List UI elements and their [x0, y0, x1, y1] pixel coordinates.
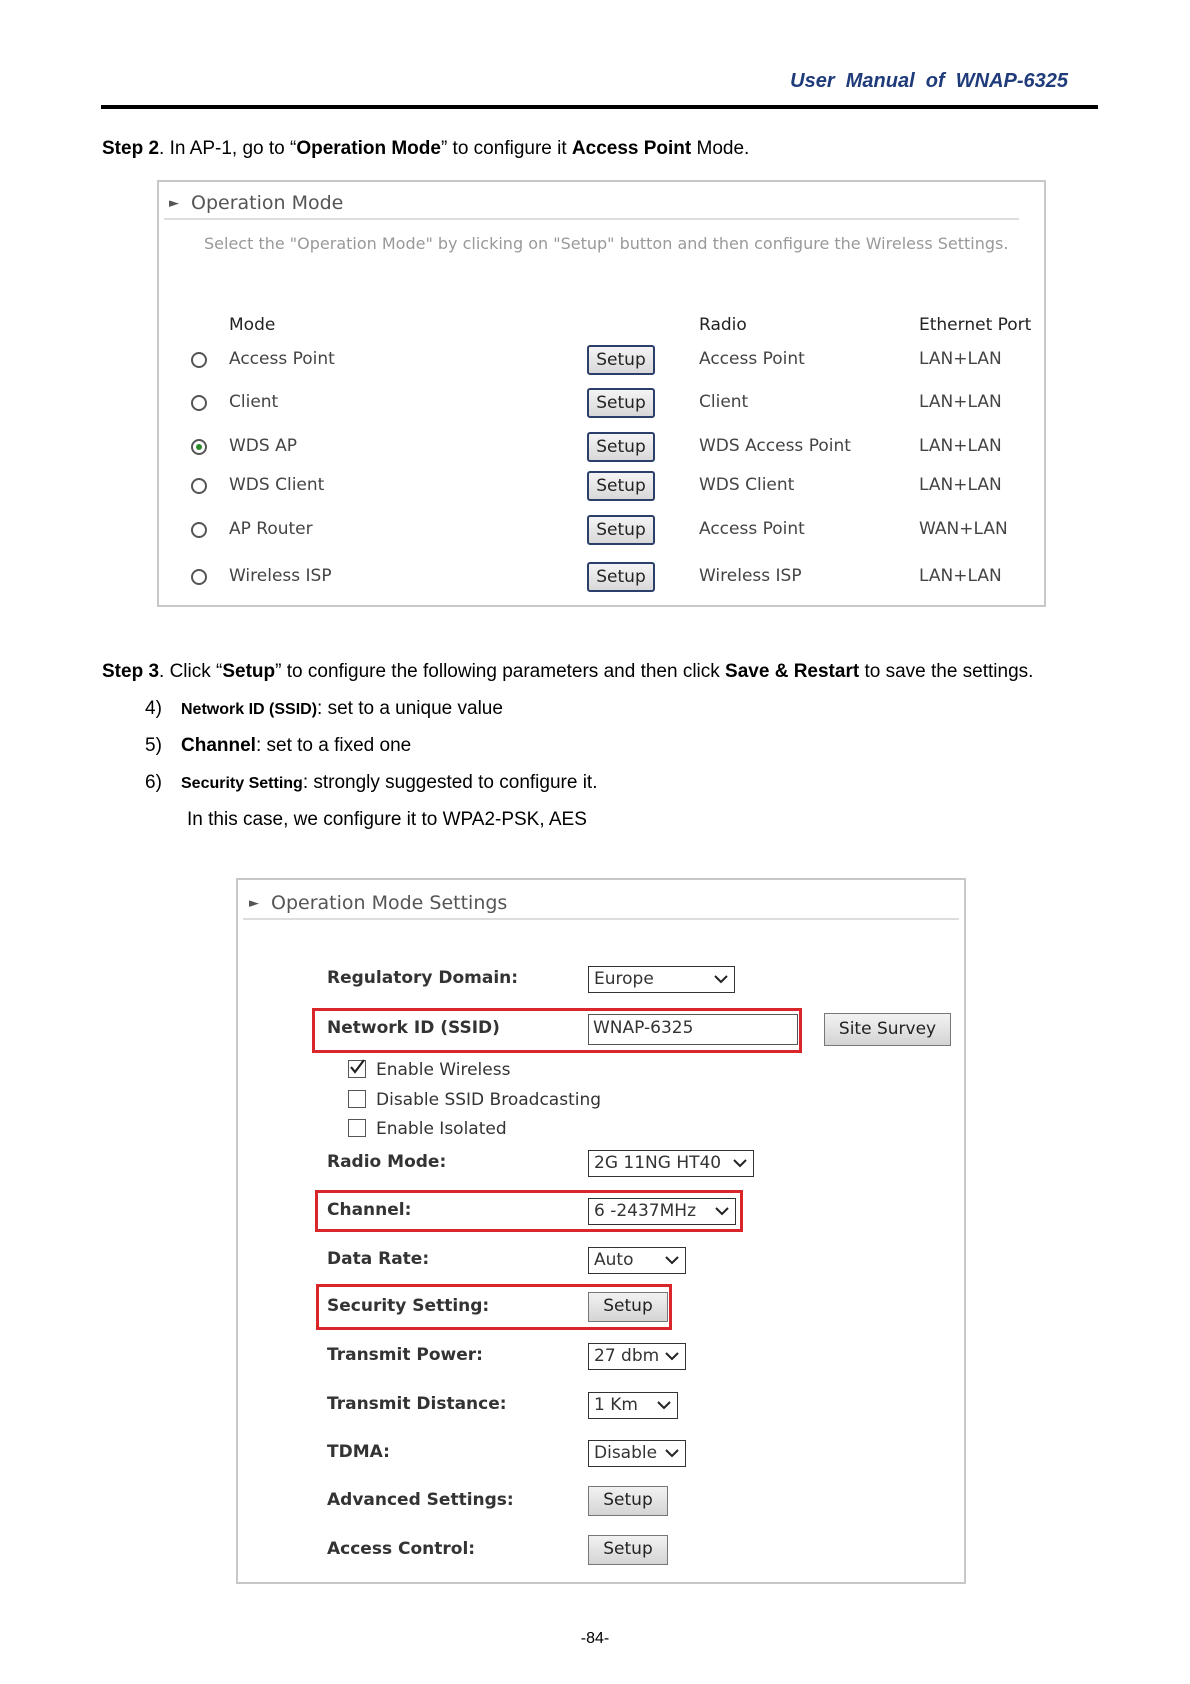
tdma-label: TDMA:	[327, 1442, 390, 1462]
enable-wireless-label: Enable Wireless	[376, 1060, 511, 1080]
settings-title	[249, 892, 507, 914]
chevron-down-icon	[656, 1397, 672, 1413]
chevron-down-icon	[664, 1348, 680, 1364]
transmit-power-value: 27 dbm	[594, 1346, 660, 1366]
network-id-input[interactable]: WNAP-6325	[588, 1014, 798, 1045]
column-header-mode: Mode	[229, 315, 276, 335]
list-item-bold: Channel	[181, 735, 256, 756]
list-item	[145, 772, 597, 794]
ethernet-value: LAN+LAN	[919, 392, 1002, 412]
enable-wireless-checkbox[interactable]	[348, 1060, 366, 1078]
channel-value: 6 -2437MHz	[594, 1201, 696, 1221]
data-rate-value: Auto	[594, 1250, 634, 1270]
step3-bold-1: Setup	[222, 661, 276, 682]
step2-bold-2: Access Point	[571, 138, 692, 159]
advanced-settings-label: Advanced Settings:	[327, 1490, 514, 1510]
ethernet-value: LAN+LAN	[919, 566, 1002, 586]
setup-button-wds-client[interactable]: Setup	[587, 471, 655, 501]
list-item-number: 6)	[145, 772, 162, 793]
list-item-bold: Network ID (SSID)	[181, 701, 318, 718]
operation-mode-panel	[157, 180, 1046, 607]
column-header-radio: Radio	[699, 315, 747, 335]
step3-text-1: . Click “	[159, 661, 223, 682]
step2-label: Step 2	[102, 138, 160, 159]
step2-text-3: Mode.	[691, 138, 750, 159]
settings-title-text: Operation Mode Settings	[271, 892, 508, 914]
radio-value: WDS Client	[699, 475, 795, 495]
regulatory-domain-select[interactable]	[588, 966, 735, 993]
step2-bold-1: Operation Mode	[296, 138, 441, 159]
mode-label: WDS AP	[229, 436, 297, 456]
mode-radio-wds-client[interactable]	[191, 478, 207, 494]
radio-mode-value: 2G 11NG HT40	[594, 1153, 722, 1173]
operation-mode-title-text: Operation Mode	[191, 192, 344, 214]
chevron-down-icon	[664, 1445, 680, 1461]
triangle-right-icon: ►	[169, 196, 179, 211]
transmit-power-select[interactable]	[588, 1343, 686, 1370]
step2-paragraph	[102, 138, 749, 160]
operation-mode-settings-panel	[236, 878, 966, 1584]
site-survey-button[interactable]: Site Survey	[824, 1013, 951, 1046]
transmit-power-label: Transmit Power:	[327, 1345, 483, 1365]
chevron-down-icon	[732, 1155, 748, 1171]
mode-radio-wds-ap[interactable]	[191, 439, 207, 455]
checkmark-icon	[348, 1058, 366, 1076]
ethernet-value: LAN+LAN	[919, 436, 1002, 456]
radio-value: Access Point	[699, 519, 805, 539]
title-divider	[164, 218, 1019, 220]
header-rule	[101, 105, 1098, 109]
step3-text-2: ” to configure the following parameters and then click	[275, 661, 726, 682]
access-control-label: Access Control:	[327, 1539, 476, 1559]
list-item-number: 5)	[145, 735, 162, 756]
transmit-distance-select[interactable]	[588, 1392, 678, 1419]
mode-radio-wireless-isp[interactable]	[191, 569, 207, 585]
regulatory-domain-label: Regulatory Domain:	[327, 968, 519, 988]
ethernet-value: LAN+LAN	[919, 349, 1002, 369]
chevron-down-icon	[714, 1203, 730, 1219]
manual-title: User Manual of WNAP-6325	[790, 70, 1068, 92]
step2-text-2: ” to configure it	[440, 138, 572, 159]
list-item-text: : set to a unique value	[317, 698, 503, 719]
triangle-right-icon: ►	[249, 896, 259, 911]
operation-mode-title	[169, 192, 343, 214]
setup-button-wireless-isp[interactable]: Setup	[587, 562, 655, 592]
enable-isolated-checkbox[interactable]	[348, 1119, 366, 1137]
mode-radio-access-point[interactable]	[191, 352, 207, 368]
setup-button-ap-router[interactable]: Setup	[587, 515, 655, 545]
setup-button-client[interactable]: Setup	[587, 388, 655, 418]
mode-radio-ap-router[interactable]	[191, 522, 207, 538]
regulatory-domain-value: Europe	[594, 969, 654, 989]
ethernet-value: LAN+LAN	[919, 475, 1002, 495]
operation-mode-description: Select the "Operation Mode" by clicking on "Setup" button and then configure the Wireless Settings.	[204, 234, 1009, 253]
radio-value: Wireless ISP	[699, 566, 802, 586]
setup-button-access-point[interactable]: Setup	[587, 345, 655, 375]
radio-mode-label: Radio Mode:	[327, 1152, 447, 1172]
step3-label: Step 3	[102, 661, 160, 682]
enable-isolated-label: Enable Isolated	[376, 1119, 507, 1139]
mode-label: Client	[229, 392, 279, 412]
list-item	[145, 698, 503, 720]
chevron-down-icon	[664, 1252, 680, 1268]
security-setting-label: Security Setting:	[327, 1296, 490, 1316]
radio-value: WDS Access Point	[699, 436, 851, 456]
advanced-setup-button[interactable]: Setup	[588, 1486, 668, 1516]
step3-bold-2: Save & Restart	[725, 661, 860, 682]
list-item-text: : strongly suggested to configure it.	[302, 772, 598, 793]
title-divider	[243, 918, 959, 920]
transmit-distance-value: 1 Km	[594, 1395, 638, 1415]
channel-select[interactable]	[588, 1198, 736, 1225]
access-control-setup-button[interactable]: Setup	[588, 1535, 668, 1565]
list-item-number: 4)	[145, 698, 162, 719]
tdma-select[interactable]	[588, 1440, 686, 1467]
step3-note: In this case, we configure it to WPA2-PSK, AES	[187, 809, 587, 830]
chevron-down-icon	[713, 971, 729, 987]
mode-label: Wireless ISP	[229, 566, 332, 586]
tdma-value: Disable	[594, 1443, 658, 1463]
ethernet-value: WAN+LAN	[919, 519, 1008, 539]
disable-ssid-broadcasting-label: Disable SSID Broadcasting	[376, 1090, 602, 1110]
security-setup-button[interactable]: Setup	[588, 1292, 668, 1322]
setup-button-wds-ap[interactable]: Setup	[587, 432, 655, 462]
list-item	[145, 735, 411, 757]
radio-value: Access Point	[699, 349, 805, 369]
list-item-bold: Security Setting	[181, 775, 303, 792]
list-item-text: : set to a fixed one	[255, 735, 412, 756]
radio-value: Client	[699, 392, 749, 412]
mode-radio-client[interactable]	[191, 395, 207, 411]
step3-text-3: to save the settings.	[859, 661, 1034, 682]
mode-label: AP Router	[229, 519, 313, 539]
transmit-distance-label: Transmit Distance:	[327, 1394, 507, 1414]
radio-mode-select[interactable]	[588, 1150, 754, 1177]
step2-text-1: . In AP-1, go to “	[159, 138, 297, 159]
mode-label: Access Point	[229, 349, 335, 369]
data-rate-label: Data Rate:	[327, 1249, 430, 1269]
network-id-label: Network ID (SSID)	[327, 1018, 500, 1038]
mode-label: WDS Client	[229, 475, 325, 495]
data-rate-select[interactable]	[588, 1247, 686, 1274]
channel-label: Channel:	[327, 1200, 412, 1220]
page-number: -84-	[580, 1630, 610, 1647]
disable-ssid-broadcasting-checkbox[interactable]	[348, 1090, 366, 1108]
step3-paragraph	[102, 661, 1033, 683]
column-header-ethernet-port: Ethernet Port	[919, 315, 1032, 335]
